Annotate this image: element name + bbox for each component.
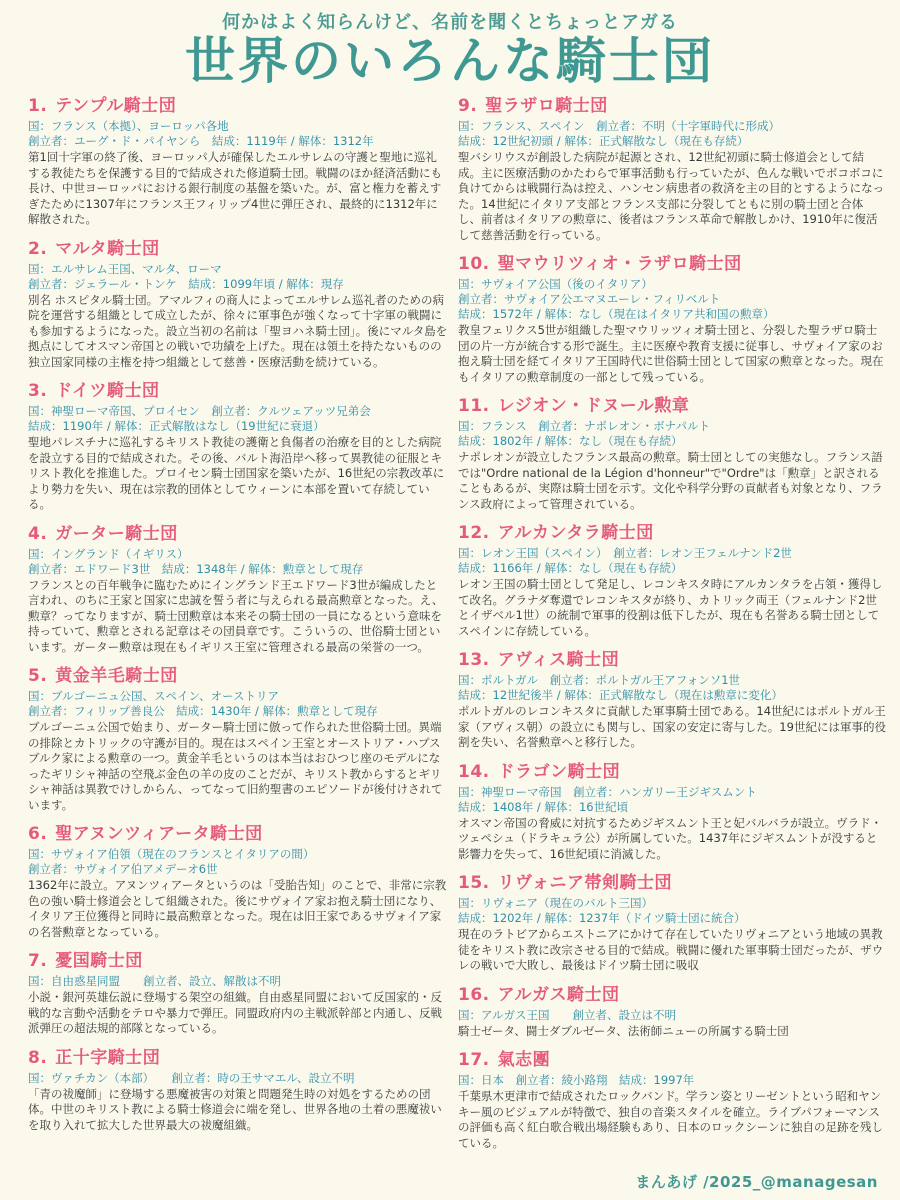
order-description: 1362年に設立。アヌンツィアータというのは「受胎告知」のことで、非常に宗教色の強い騎士修道会として組織された。後にサヴォイア家お抱え騎士団になり、イタリア王位獲得と同時に最高勲章となった。現在は旧王家であるサヴォイア家の名誉勲章となっている。	[28, 878, 447, 939]
order-entry	[458, 985, 886, 1040]
order-description: 騎士ゼータ、闘士ダブルゼータ、法術師ニューの所属する騎士団	[458, 1023, 789, 1038]
order-name: ガーター騎士団	[55, 523, 178, 544]
order-description: 別名 ホスピタル騎士団。アマルフィの商人によってエルサレム巡礼者のための病院を運営する組織として成立したが、徐々に軍事色が強くなって十字軍の戦闘にも参加するようになった。設立当初の名前は「聖ヨハネ騎士団」。後にマルタ島を拠点にしてオスマン帝国との戦いで功績を上げた。現在は領土を持たないものの独立国家同様の主権を持つ組織として慈善・医療活動を続けている。	[28, 292, 448, 369]
order-description: 聖バシリウスが創設した病院が起源とされ、12世紀初頭に騎士修道会として結成。主に医療活動のかたわらで軍事活動も行っていたが、色んな戦いでボコボコに負けてからは戦闘行為は控え、ハンセン病患者の救済を主の目的とするようになった。14世紀にイタリア支部とフランス支部に分裂してともに別の騎士団と合体し、前者はイタリアの勲章に、後者はフランス革命で解散しかけ、1910年に復活して慈善活動を行っている。	[458, 150, 885, 242]
order-description: オスマン帝国の脅威に対抗するためジギスムント王と妃バルバラが設立。ヴラド・ツェペシュ（ドラキュラ公）が所属していた。1437年にジギスムントが没すると影響力を失って、16世紀頃に消滅した。	[458, 815, 883, 861]
order-meta: 国：レオン王国（スペイン） 創立者：レオン王フェルナンド2世	[458, 546, 792, 560]
order-entry	[28, 381, 448, 513]
order-heading	[28, 1048, 448, 1069]
order-heading	[28, 524, 448, 545]
order-meta: 国：ブルゴーニュ公国、スペイン、オーストリア	[28, 689, 280, 703]
order-meta: 結成：1572年 / 解体：なし（現在はイタリア共和国の勲章）	[458, 307, 775, 321]
order-description: 千葉県木更津市で結成されたロックバンド。学ラン姿とリーゼントという昭和ヤンキー風のビジュアルが特徴で、独自の音楽スタイルを確立。ライブパフォーマンスの評価も高く紅白歌合戦出場経験もあり、日本のロックシーンに独自の足跡を残している。	[458, 1089, 884, 1150]
right-column	[458, 96, 886, 1162]
order-meta: 創立者：フィリップ善良公 結成：1430年 / 解体：勲章として現存	[28, 704, 378, 718]
order-name: アヴィス騎士団	[497, 650, 620, 670]
order-name: 黄金羊毛騎士団	[55, 666, 178, 686]
order-entry	[28, 1048, 448, 1134]
order-description: ポルトガルのレコンキスタに貢献した軍事騎士団である。14世紀にはポルトガル王家（アヴィス朝）の設立にも関与し、国家の安定に寄与した。19世紀には軍事的役割を失い、名誉勲章へと移行した。	[458, 704, 886, 749]
order-name: レジオン・ドヌール勲章	[497, 396, 690, 416]
order-heading	[28, 96, 448, 117]
order-description: 教皇フェリクス5世が組織した聖マウリッツィオ騎士団と、分裂した聖ラザロ騎士団の片一方が統合する形で誕生。主に医療や教育支援に従事し、サヴォイア家のお抱え騎士団を経てイタリア王国時代に世俗騎士団として国家の勲章となった。現在もイタリアの勲章制度の一部として残っている。	[458, 323, 884, 384]
order-meta: 結成：1202年 / 解体：1237年（ドイツ騎士団に統合）	[458, 911, 746, 925]
order-meta: 創立者：サヴォイア伯アメデーオ6世	[28, 862, 218, 876]
order-meta: 国：自由惑星同盟 創立者、設立、解散は不明	[28, 974, 281, 988]
order-heading	[458, 873, 886, 894]
order-number: 7.	[28, 951, 48, 971]
order-number: 17.	[458, 1050, 490, 1070]
order-heading	[458, 762, 886, 783]
order-meta: 国：エルサレム王国、マルタ、ローマ	[28, 261, 222, 276]
order-number: 10.	[458, 254, 490, 274]
order-name: 氣志團	[497, 1050, 551, 1070]
order-number: 2.	[28, 238, 48, 259]
order-description: 聖地パレスチナに巡礼するキリスト教徒の護衛と負傷者の治療を目的とした病院を設立する目的で結成された。その後、バルト海沿岸へ移って異教徒の征服とキリスト教化を推進した。プロイセン騎士団国家を築いたが、16世紀の宗教改革により勢力を失い、現在は宗教的団体としてウィーンに本部を置いて存続している。	[28, 435, 445, 511]
order-heading	[28, 824, 448, 845]
order-meta: 国：サヴォイア伯領（現在のフランスとイタリアの間）	[28, 847, 315, 861]
order-name: 聖マウリツィオ・ラザロ騎士団	[497, 254, 742, 274]
order-description: フランスとの百年戦争に臨むためにイングランド王エドワード3世が編成したと言われ、のちに王家と国家に忠誠を誓う者に与えられる最高勲章となった。え、勲章？ってなりますが、騎士団勲章は本来その騎士団の一員になるという意味を持っていて、勲章とされる記章はその団員章です。こういうの、世俗騎士団といいます。ガーター勲章は現在もイギリス王室に管理される最高の栄誉の一つ。	[28, 577, 444, 654]
order-heading	[28, 239, 448, 260]
order-name: アルガス騎士団	[497, 984, 620, 1005]
order-meta: 国：サヴォイア公国（後のイタリア）	[458, 277, 653, 291]
order-entry	[28, 239, 448, 371]
order-name: ドイツ騎士団	[55, 381, 160, 401]
order-name: マルタ騎士団	[55, 238, 160, 259]
order-entry	[458, 1050, 886, 1151]
order-meta: 国：フランス（本拠）、ヨーロッパ各地	[28, 119, 229, 133]
order-entry	[458, 762, 886, 863]
order-heading	[458, 396, 886, 417]
page-subtitle: 何かはよく知らんけど、名前を聞くとちょっとアガる	[222, 12, 678, 33]
order-heading	[28, 666, 448, 687]
order-entry	[28, 951, 448, 1037]
order-description: 「青の祓魔師」に登場する悪魔被害の対策と問題発生時の対処をするための団体。中世のキリスト教による騎士修道会に端を発し、世界各地の土着の悪魔祓いを取り入れて拡大した世界最大の祓魔組織。	[28, 1086, 442, 1132]
order-meta: 国：ヴァチカン（本部） 創立者：時の王サマエル、設立不明	[28, 1070, 355, 1085]
order-number: 6.	[28, 824, 48, 844]
order-heading	[458, 254, 886, 275]
order-number: 5.	[28, 666, 48, 686]
order-meta: 国：ポルトガル 創立者：ポルトガル王アフォンソ1世	[458, 673, 741, 687]
order-description: 第1回十字軍の終了後、ヨーロッパ人が確保したエルサレムの守護と聖地に巡礼する教徒たちを保護する目的で結成された修道騎士団。戦闘のほか経済活動にも長け、中世ヨーロッパにおける銀行制度の基盤を築いた。が、富と権力を蓄えすぎたために1307年にフランス王フィリップ4世に弾圧され、最終的に1312年に解散された。	[28, 150, 442, 226]
order-number: 1.	[28, 96, 48, 116]
order-heading	[28, 951, 448, 972]
order-heading	[458, 1050, 886, 1071]
order-number: 13.	[458, 650, 490, 670]
order-meta: 国：日本 創立者：綾小路翔 結成：1997年	[458, 1073, 695, 1087]
order-meta: 国：アルガス王国 創立者、設立は不明	[458, 1007, 677, 1022]
order-heading	[28, 381, 448, 402]
order-meta: 国：フランス 創立者：ナポレオン・ボナパルト	[458, 419, 710, 433]
order-meta: 国：イングランド（イギリス）	[28, 546, 189, 561]
order-number: 12.	[458, 523, 490, 543]
order-heading	[458, 650, 886, 671]
order-heading	[458, 523, 886, 544]
order-meta: 結成：12世紀初頭 / 解体：正式解散なし（現在も存続）	[458, 134, 749, 148]
order-name: 憂国騎士団	[55, 951, 143, 971]
order-heading	[458, 96, 886, 117]
order-entry	[458, 396, 886, 512]
order-meta: 創立者：エドワード3世 結成：1348年 / 解体：勲章として現存	[28, 561, 364, 576]
order-name: アルカンタラ騎士団	[497, 523, 654, 543]
order-name: 正十字騎士団	[55, 1047, 161, 1068]
order-meta: 国：リヴォニア（現在のバルト三国）	[458, 896, 654, 910]
order-number: 11.	[458, 396, 490, 416]
order-meta: 結成：1802年 / 解体：なし（現在も存続）	[458, 434, 683, 448]
order-description: ブルゴーニュ公国で始まり、ガーター騎士団に倣って作られた世俗騎士団。異端の排除とカトリックの守護が目的。現在はスペイン王室とオーストリア・ハプスブルク家による勲章の一つ。黄金羊毛というのは本当はおひつじ座のモデルになったギリシャ神話の空飛ぶ金色の羊の皮のことだが、キリスト教からするとギリシャ神話は異教でけしからん、ってなって旧約聖書のエピソードが後付けされています。	[28, 720, 443, 812]
order-name: テンプル騎士団	[55, 96, 177, 116]
order-meta: 結成：1408年 / 解体：16世紀頃	[458, 799, 629, 814]
order-number: 16.	[458, 984, 490, 1005]
order-entry	[458, 523, 886, 639]
order-meta: 結成：1190年 / 解体：正式解散はなし（19世紀に衰退）	[28, 419, 325, 433]
order-entry	[458, 650, 886, 751]
author-credit: まんあげ /2025_@managesan	[635, 1173, 878, 1191]
order-number: 9.	[458, 96, 478, 116]
order-entry	[458, 254, 886, 385]
order-entry	[28, 96, 448, 228]
order-entry	[28, 666, 448, 813]
page-title: 世界のいろんな騎士団	[185, 32, 715, 90]
order-entry	[28, 524, 448, 656]
order-number: 8.	[28, 1047, 48, 1068]
order-entry	[458, 96, 886, 243]
order-meta: 国：神聖ローマ帝国、プロイセン 創立者：クルツェアッツ兄弟会	[28, 404, 371, 418]
order-name: ドラゴン騎士団	[497, 761, 621, 782]
order-meta: 国：神聖ローマ帝国 創立者：ハンガリー王ジギスムント	[458, 784, 757, 799]
order-description: ナポレオンが設立したフランス最高の勲章。騎士団としての実態なし。フランス語では"Ordre national de la Légion d'honneur"で"Ordre"は「勲章」と訳されることもあるが、実際は騎士団を示す。文化や科学分野の貢献者も対象となり、フランス政府によって管理されている。	[458, 450, 883, 511]
order-description: 現在のラトビアからエストニアにかけて存在していたリヴォニアという地域の異教徒をキリスト教に改宗させる目的で結成。戦闘に優れた軍事騎士団だったが、ザウレの戦いで大敗し、最後はドイツ騎士団に吸収	[458, 927, 884, 972]
order-entry	[28, 824, 448, 940]
order-meta: 結成：1166年 / 解体：なし（現在も存続）	[458, 561, 683, 575]
left-column	[28, 96, 448, 1144]
order-name: リヴォニア帯剣騎士団	[497, 873, 672, 893]
order-meta: 創立者：サヴォイア公エマヌエーレ・フィリベルト	[458, 292, 721, 306]
order-name: 聖アヌンツィアータ騎士団	[55, 824, 263, 844]
order-number: 14.	[458, 761, 490, 782]
order-number: 3.	[28, 381, 48, 401]
order-meta: 国：フランス、スペイン 創立者：不明（十字軍時代に形成）	[458, 119, 780, 133]
order-name: 聖ラザロ騎士団	[485, 96, 608, 116]
order-meta: 創立者：ジェラール・トンケ 結成：1099年頃 / 解体：現存	[28, 276, 344, 291]
order-description: レオン王国の騎士団として発足し、レコンキスタ時にアルカンタラを占領・獲得して改名。グラナダ奪還でレコンキスタが終り、カトリック両王（フェルナンド2世とイザベル1世）の統制で軍事的役割は低下したが、現在も名誉ある騎士団としてスペインに存続している。	[458, 577, 883, 638]
order-meta: 結成：12世紀後半 / 解体：正式解散なし（現在は勲章に変化）	[458, 688, 783, 702]
order-entry	[458, 873, 886, 974]
order-heading	[458, 985, 886, 1006]
order-meta: 創立者：ユーグ・ド・パイヤンら 結成：1119年 / 解体：1312年	[28, 134, 374, 148]
order-number: 4.	[28, 523, 48, 544]
order-description: 小説・銀河英雄伝説に登場する架空の組織。自由惑星同盟において反国家的・反戦的な言動や活動をテロや暴力で弾圧。同盟政府内の主戦派幹部と内通し、反戦派弾圧の超法規的部隊となっている。	[28, 990, 442, 1035]
order-number: 15.	[458, 873, 490, 893]
